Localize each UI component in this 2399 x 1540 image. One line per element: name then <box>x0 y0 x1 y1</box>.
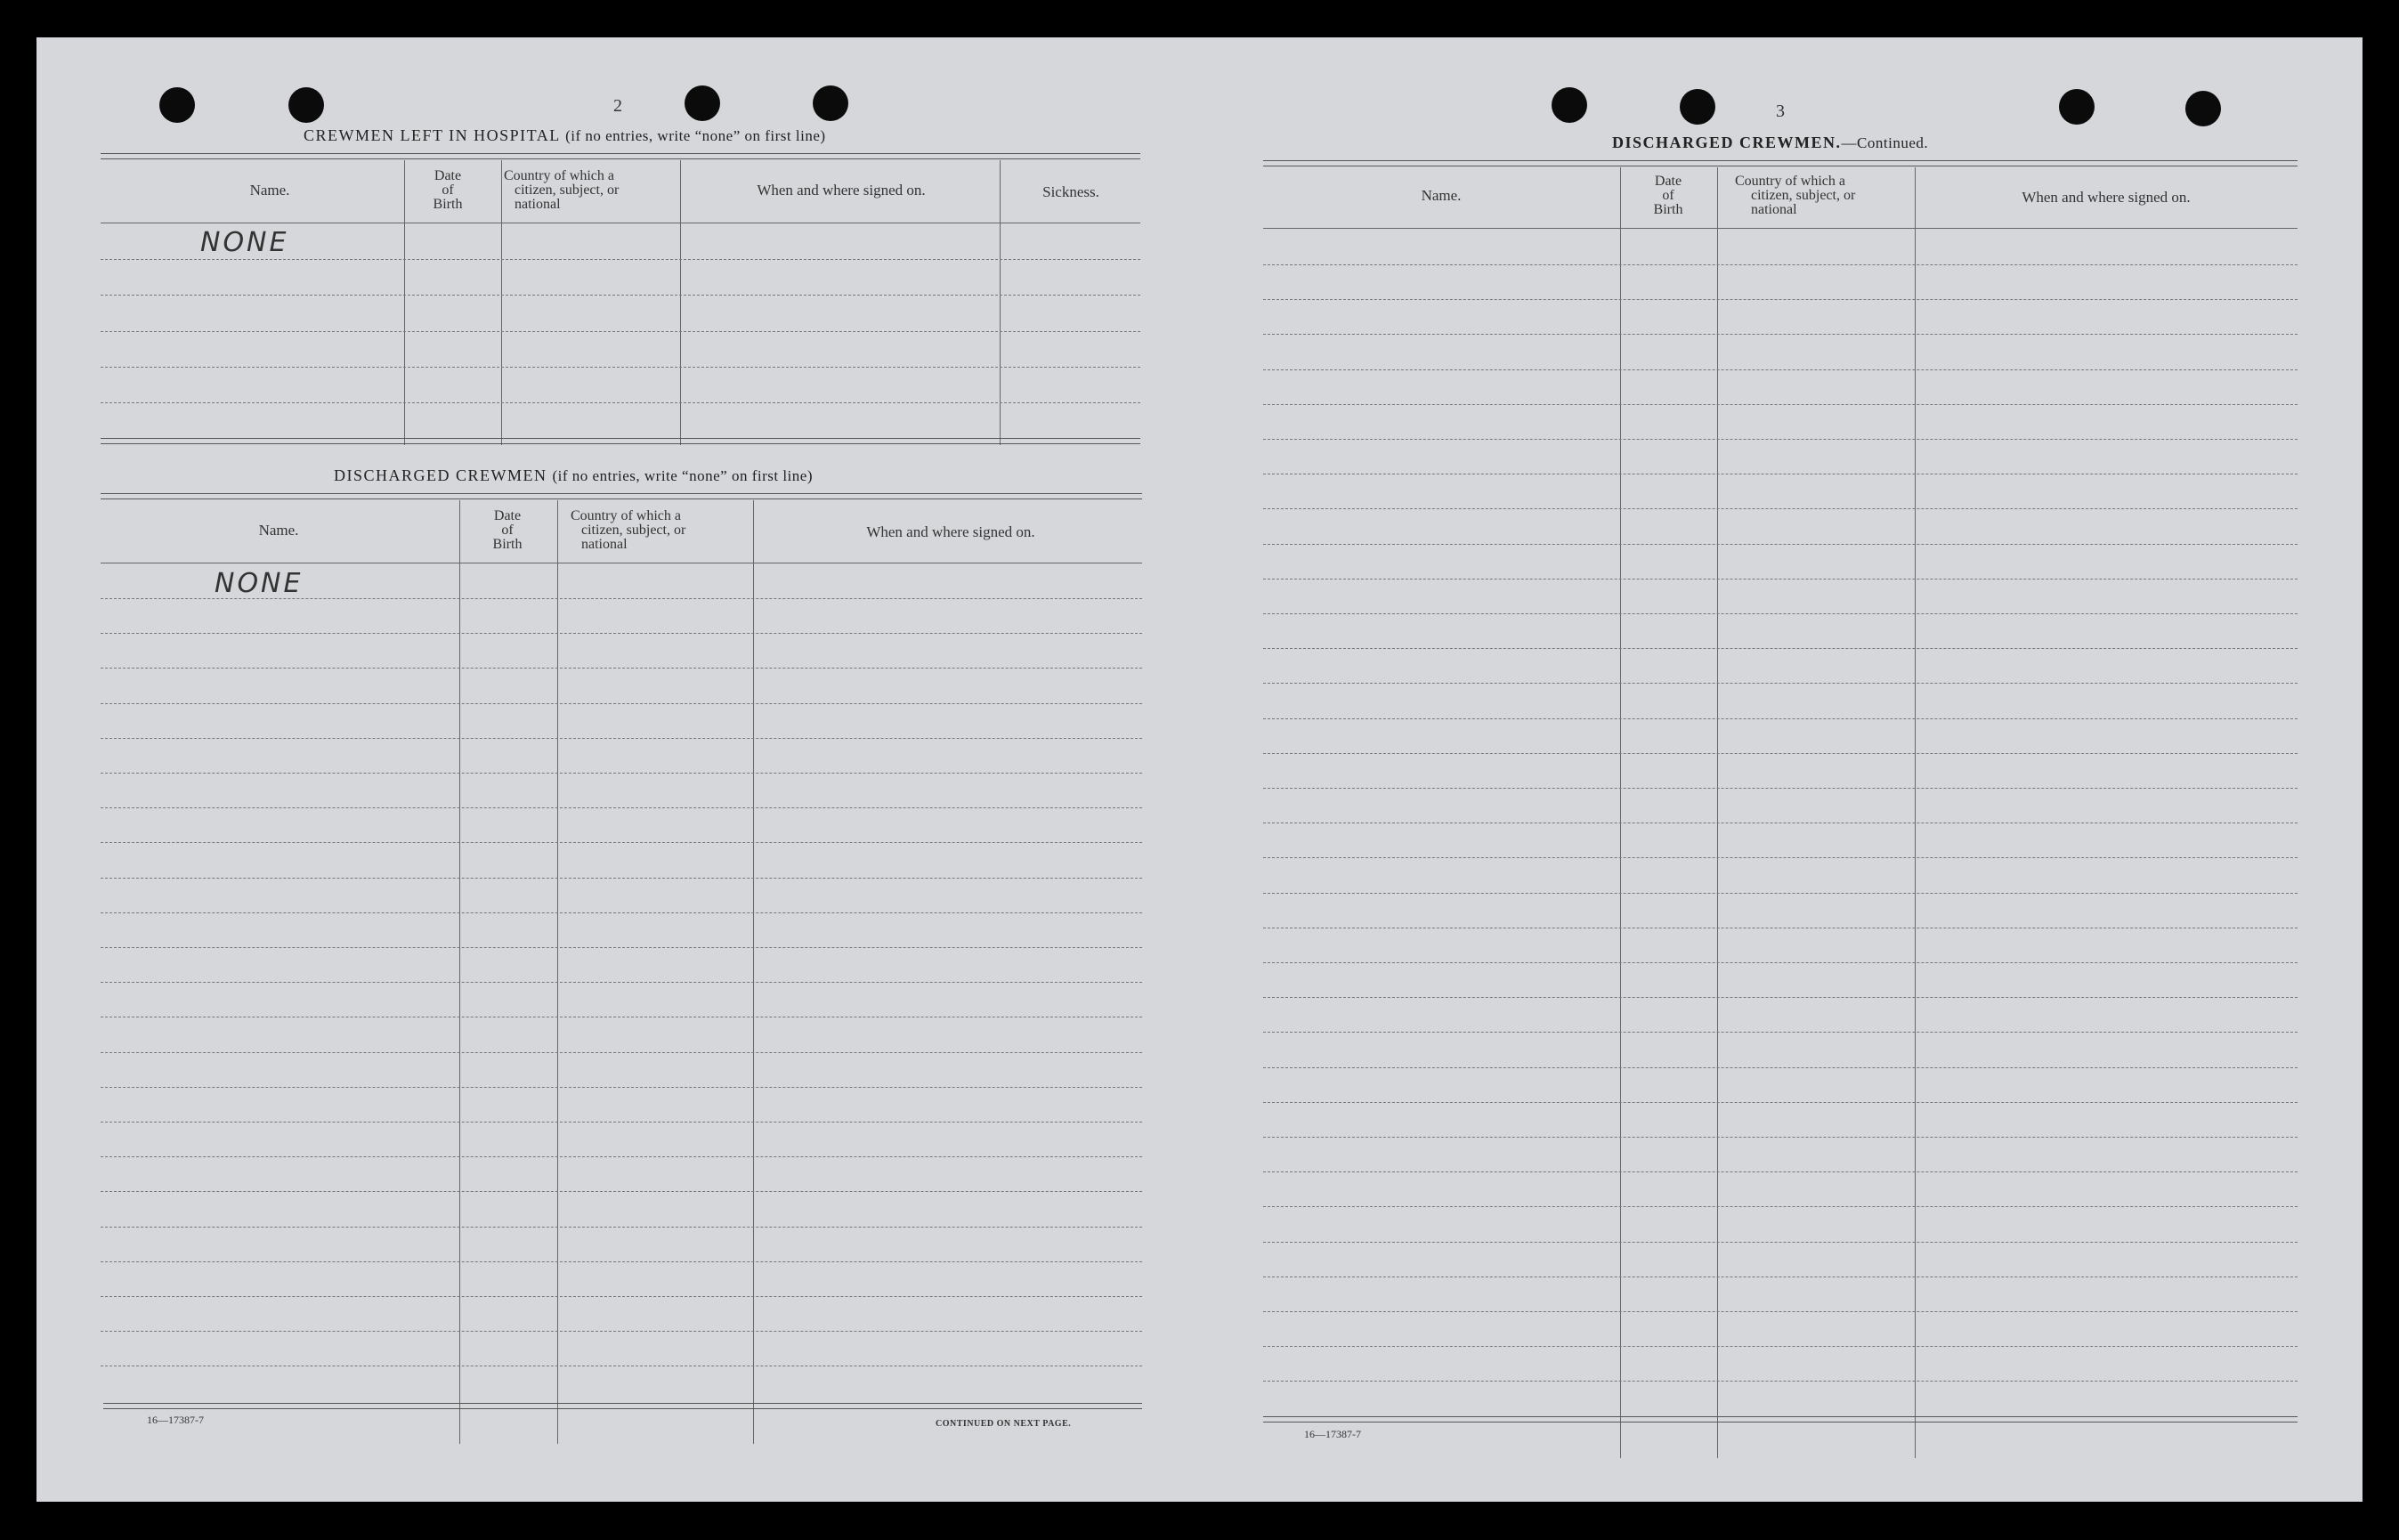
entry-line <box>1263 1102 2298 1103</box>
entry-line <box>101 668 1142 669</box>
header-rule <box>101 153 1140 159</box>
page-number: 3 <box>1776 101 1785 121</box>
entry-line <box>1263 404 2298 405</box>
col-header-dob: Date of Birth <box>1653 174 1683 217</box>
col-header-dob: Date of Birth <box>433 168 463 212</box>
col-header-signed: When and where signed on. <box>2022 189 2191 206</box>
entry-line <box>101 842 1142 843</box>
entry-line <box>101 878 1142 879</box>
hospital-title: CREWMEN LEFT IN HOSPITAL <box>304 126 561 144</box>
handwritten-entry: NONE <box>215 568 304 599</box>
entry-line <box>1263 1032 2298 1033</box>
col-header-sickness: Sickness. <box>1042 183 1099 200</box>
col-header-signed: When and where signed on. <box>866 523 1035 540</box>
entry-line <box>101 1331 1142 1332</box>
col-header-country: Country of which a citizen, subject, or national <box>571 508 686 552</box>
col-header-name: Name. <box>249 182 290 199</box>
entry-line <box>1263 1346 2298 1347</box>
entry-line <box>1263 579 2298 580</box>
entry-line <box>101 912 1142 913</box>
form-spread <box>36 37 2363 1502</box>
punch-hole <box>159 87 195 123</box>
column-divider <box>1915 167 1916 1458</box>
entry-line <box>101 367 1140 368</box>
discharged-section-title <box>334 466 813 485</box>
entry-line <box>1263 962 2298 963</box>
entry-line <box>101 1122 1142 1123</box>
col-header-name: Name. <box>258 522 299 539</box>
column-header-rule <box>1263 228 2298 229</box>
entry-line <box>1263 264 2298 265</box>
continued-title-note: —Continued. <box>1841 134 1929 151</box>
entry-line <box>1263 893 2298 894</box>
form-number: 16—17387-7 <box>1304 1428 1361 1440</box>
continued-title: DISCHARGED CREWMEN. <box>1612 134 1842 151</box>
entry-line <box>1263 648 2298 649</box>
column-divider <box>1717 167 1718 1458</box>
punch-hole <box>2059 89 2095 125</box>
entry-line <box>101 1156 1142 1157</box>
entry-line <box>1263 683 2298 684</box>
punch-hole <box>685 85 720 121</box>
punch-hole <box>813 85 848 121</box>
entry-line <box>101 982 1142 983</box>
column-divider <box>1620 167 1621 1458</box>
column-divider <box>459 500 460 1444</box>
entry-line <box>101 259 1140 260</box>
col-header-country: Country of which a citizen, subject, or national <box>1735 174 1856 217</box>
entry-line <box>1263 1311 2298 1312</box>
entry-line <box>1263 718 2298 719</box>
entry-line <box>1263 1242 2298 1243</box>
entry-line <box>101 947 1142 948</box>
entry-line <box>1263 1381 2298 1382</box>
col-header-signed: When and where signed on. <box>757 182 926 199</box>
hospital-title-note: (if no entries, write “none” on first line) <box>565 127 826 144</box>
entry-line <box>101 807 1142 808</box>
entry-line <box>101 1052 1142 1053</box>
entry-line <box>1263 1206 2298 1207</box>
punch-hole <box>1552 87 1587 123</box>
column-divider <box>753 500 754 1444</box>
entry-line <box>101 331 1140 332</box>
punch-hole <box>288 87 324 123</box>
column-divider <box>557 500 558 1444</box>
table-end-rule <box>1263 1416 2298 1422</box>
table-end-rule <box>103 1403 1142 1409</box>
page-number: 2 <box>613 96 622 116</box>
entry-line <box>1263 1137 2298 1138</box>
entry-line <box>1263 369 2298 370</box>
entry-line <box>101 295 1140 296</box>
entry-line <box>101 402 1140 403</box>
entry-line <box>101 703 1142 704</box>
header-rule <box>101 493 1142 499</box>
entry-line <box>1263 1067 2298 1068</box>
entry-line <box>101 738 1142 739</box>
entry-line <box>101 773 1142 774</box>
punch-hole <box>2185 91 2221 126</box>
discharged-title: DISCHARGED CREWMEN <box>334 466 547 484</box>
entry-line <box>1263 997 2298 998</box>
entry-line <box>101 1087 1142 1088</box>
col-header-dob: Date of Birth <box>492 508 523 552</box>
handwritten-entry: NONE <box>200 227 289 258</box>
entry-line <box>1263 544 2298 545</box>
continued-section-title <box>1612 134 1928 152</box>
header-rule <box>1263 160 2298 166</box>
entry-line <box>101 633 1142 634</box>
entry-line <box>101 1191 1142 1192</box>
entry-line <box>101 1261 1142 1262</box>
continued-note: CONTINUED ON NEXT PAGE. <box>936 1419 1072 1429</box>
col-header-country: Country of which a citizen, subject, or national <box>504 168 620 212</box>
table-end-rule <box>101 438 1140 444</box>
entry-line <box>1263 508 2298 509</box>
entry-line <box>1263 788 2298 789</box>
punch-hole <box>1680 89 1715 125</box>
form-number: 16—17387-7 <box>147 1414 204 1426</box>
entry-line <box>1263 334 2298 335</box>
entry-line <box>101 1227 1142 1228</box>
entry-line <box>1263 299 2298 300</box>
entry-line <box>1263 857 2298 858</box>
entry-line <box>101 1296 1142 1297</box>
col-header-name: Name. <box>1421 187 1462 204</box>
entry-line <box>1263 613 2298 614</box>
entry-line <box>1263 439 2298 440</box>
hospital-section-title <box>304 126 826 145</box>
discharged-title-note: (if no entries, write “none” on first line) <box>552 467 813 484</box>
entry-line <box>1263 1171 2298 1172</box>
entry-line <box>1263 753 2298 754</box>
